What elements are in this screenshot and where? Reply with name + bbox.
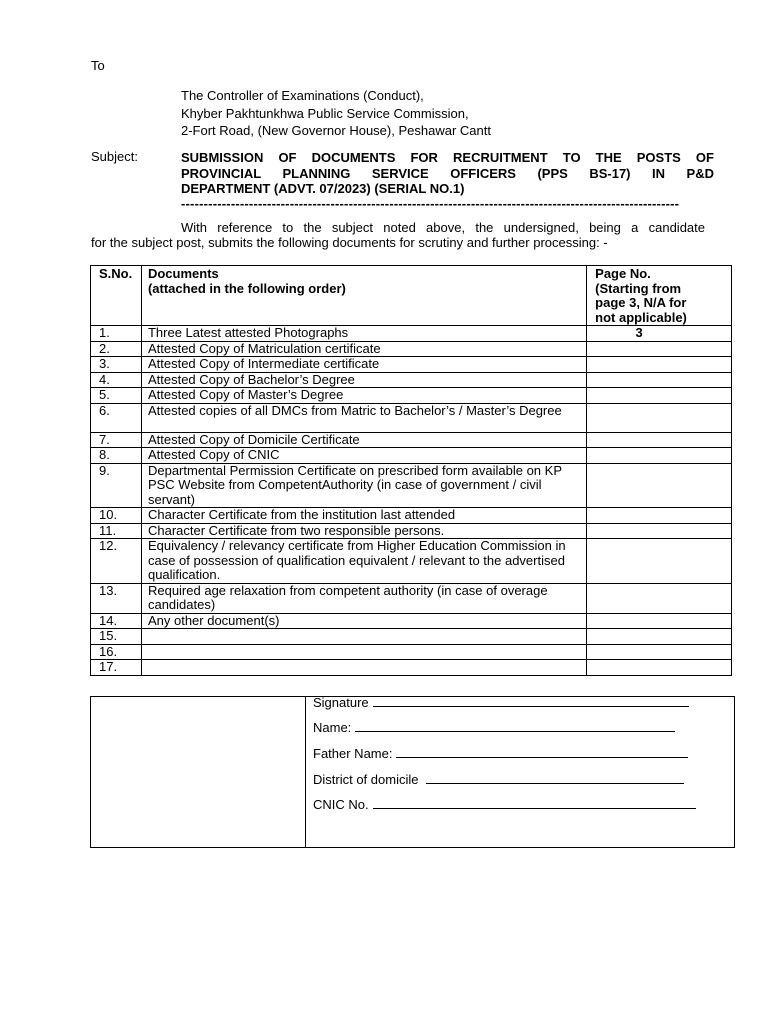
row-page-no[interactable]: [587, 523, 732, 539]
signature-field[interactable]: [313, 696, 689, 711]
row-page-no[interactable]: [587, 372, 732, 388]
row-page-no[interactable]: [587, 508, 732, 524]
row-page-no[interactable]: [587, 341, 732, 357]
subject-line-3: DEPARTMENT (ADVT. 07/2023) (SERIAL NO.1): [181, 181, 465, 196]
address-line-3: 2-Fort Road, (New Governor House), Peshawar Cantt: [181, 123, 491, 138]
row-document: Attested Copy of Intermediate certificate: [141, 357, 586, 373]
table-row: [91, 629, 732, 645]
row-document: Attested Copy of Domicile Certificate: [141, 432, 586, 448]
district-field[interactable]: [313, 773, 684, 788]
row-sno: 7.: [91, 432, 142, 448]
table-row: [91, 388, 732, 404]
row-document: Attested Copy of Matriculation certificate: [141, 341, 586, 357]
row-page-no[interactable]: [587, 583, 732, 613]
row-sno: 16.: [91, 644, 142, 660]
table-row: [91, 523, 732, 539]
row-document: Attested Copy of Master’s Degree: [141, 388, 586, 404]
table-row: [91, 326, 732, 342]
intro-line-2: for the subject post, submits the following documents for scrutiny and further processing: -: [91, 234, 608, 250]
table-row: [91, 539, 732, 584]
row-page-no[interactable]: [587, 463, 732, 508]
cnic-field[interactable]: [313, 798, 696, 813]
row-sno: 9.: [91, 463, 142, 508]
address-line-2: Khyber Pakhtunkhwa Public Service Commission,: [181, 105, 469, 121]
row-page-no[interactable]: 3: [587, 326, 732, 342]
intro-paragraph: [91, 221, 705, 250]
documents-table: [90, 265, 732, 676]
header-page-no: [587, 266, 732, 326]
row-sno: 11.: [91, 523, 142, 539]
to-label: To: [91, 58, 105, 73]
header-documents-subtitle: (attached in the following order): [147, 280, 346, 296]
header-page-title: Page No.: [595, 266, 651, 281]
table-row: [91, 463, 732, 508]
row-sno: 14.: [91, 613, 142, 629]
father-name-field[interactable]: [313, 747, 688, 762]
table-row: [91, 660, 732, 676]
row-sno: 3.: [91, 357, 142, 373]
table-row: [91, 372, 732, 388]
row-sno: 1.: [91, 326, 142, 342]
table-row: [91, 583, 732, 613]
row-document: Character Certificate from the institution last attended: [141, 508, 586, 524]
row-sno: 6.: [91, 403, 142, 432]
header-documents: [141, 266, 586, 326]
row-sno: 13.: [91, 583, 142, 613]
header-documents-title: Documents: [147, 266, 219, 281]
row-page-no[interactable]: [587, 613, 732, 629]
district-label: District of domicile: [313, 772, 419, 787]
signature-line[interactable]: [373, 696, 689, 707]
cnic-line[interactable]: [373, 798, 696, 809]
row-sno: 10.: [91, 508, 142, 524]
row-sno: 5.: [91, 388, 142, 404]
row-document: Character Certificate from two responsible persons.: [141, 523, 586, 539]
row-document: [141, 629, 586, 645]
table-row: [91, 341, 732, 357]
recipient-address: [181, 89, 491, 142]
table-header-row: [91, 266, 732, 326]
signature-block: [90, 696, 735, 848]
row-page-no[interactable]: [587, 660, 732, 676]
table-row: [91, 357, 732, 373]
row-document: Attested Copy of CNIC: [141, 448, 586, 464]
address-line-1: The Controller of Examinations (Conduct),: [181, 88, 424, 103]
table-row: [91, 403, 732, 432]
row-sno: 8.: [91, 448, 142, 464]
row-document: Three Latest attested Photographs: [141, 326, 586, 342]
row-sno: 17.: [91, 660, 142, 676]
row-sno: 15.: [91, 629, 142, 645]
row-page-no[interactable]: [587, 357, 732, 373]
row-sno: 2.: [91, 341, 142, 357]
intro-line-1: With reference to the subject noted above, the undersigned, being a candidate: [181, 220, 705, 235]
header-page-note-2: page 3, N/A for: [595, 295, 687, 310]
name-line[interactable]: [355, 721, 675, 732]
row-document: Required age relaxation from competent authority (in case of overage candidates): [141, 583, 586, 613]
row-document: Equivalency / relevancy certificate from Higher Education Commission in case of possession of qualification equivalent / relevant to the advertised qualification.: [141, 539, 586, 584]
photo-area: [91, 697, 306, 847]
subject-line-2: PROVINCIAL PLANNING SERVICE OFFICERS (PPS BS-17) IN P&D: [181, 165, 714, 181]
table-row: [91, 644, 732, 660]
row-document: [141, 660, 586, 676]
table-row: [91, 613, 732, 629]
table-row: [91, 448, 732, 464]
row-document: [141, 644, 586, 660]
district-line[interactable]: [426, 773, 684, 784]
row-document: Attested copies of all DMCs from Matric to Bachelor’s / Master’s Degree: [141, 403, 586, 432]
cnic-label: CNIC No.: [313, 797, 369, 812]
row-page-no[interactable]: [587, 629, 732, 645]
row-sno: 12.: [91, 539, 142, 584]
signature-label: Signature: [313, 695, 369, 710]
row-page-no[interactable]: [587, 432, 732, 448]
row-document: Attested Copy of Bachelor’s Degree: [141, 372, 586, 388]
subject-rule: --------------------------------------------------------------------------------------------------------------: [181, 197, 680, 211]
father-name-line[interactable]: [396, 747, 688, 758]
row-document: Any other document(s): [141, 613, 586, 629]
header-page-note-1: (Starting from: [595, 280, 682, 296]
row-page-no[interactable]: [587, 448, 732, 464]
row-page-no[interactable]: [587, 388, 732, 404]
table-row: [91, 508, 732, 524]
table-row: [91, 432, 732, 448]
row-document: Departmental Permission Certificate on prescribed form available on KP PSC Website from CompetentAuthority (in case of government / civil servant): [141, 463, 586, 508]
subject-text: [181, 150, 714, 197]
row-page-no[interactable]: [587, 539, 732, 584]
header-sno: S.No.: [91, 266, 142, 326]
header-page-note-3: not applicable): [595, 309, 687, 325]
row-page-no[interactable]: [587, 644, 732, 660]
name-field[interactable]: [313, 721, 675, 736]
row-page-no[interactable]: [587, 403, 732, 432]
row-sno: 4.: [91, 372, 142, 388]
name-label: Name:: [313, 720, 352, 735]
father-name-label: Father Name:: [313, 746, 393, 761]
subject-line-1: SUBMISSION OF DOCUMENTS FOR RECRUITMENT TO THE POSTS OF: [181, 150, 714, 165]
subject-label: Subject:: [91, 149, 138, 164]
